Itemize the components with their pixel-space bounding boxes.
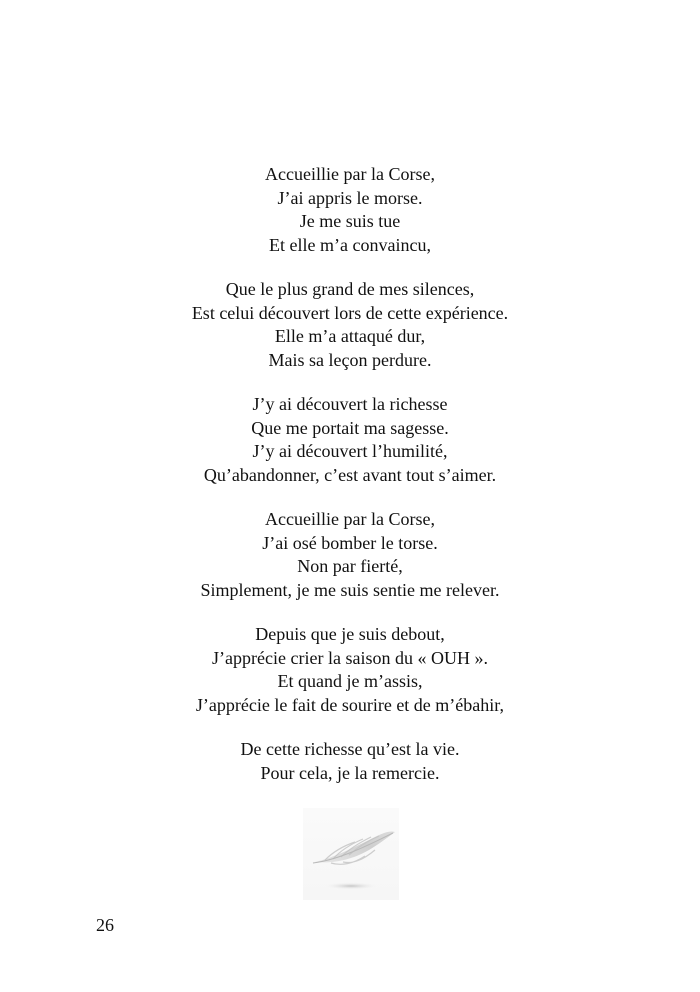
poem-line: J’apprécie le fait de sourire et de m’ébahir, (195, 694, 505, 715)
poem-line: Pour cela, je la remercie. (260, 762, 440, 783)
poem-line: Non par fierté, (297, 556, 403, 576)
stanza-1 (0, 163, 700, 257)
feather-ornament (303, 808, 399, 900)
poem-line: Que me portait ma sagesse. (251, 417, 449, 438)
stanza-6 (0, 738, 700, 785)
stanza-2 (0, 278, 700, 372)
stanza-5 (0, 623, 700, 717)
poem-line: Accueillie par la Corse, (265, 509, 435, 529)
poem-line: Et quand je m’assis, (277, 671, 423, 691)
poem-line: J’y ai découvert la richesse (252, 394, 448, 414)
poem-line: Simplement, je me suis sentie me relever. (200, 579, 500, 600)
poem-line: Je me suis tue (299, 211, 401, 231)
poem-line: Et elle m’a convaincu, (269, 234, 431, 255)
poem (0, 163, 700, 806)
poem-line: Accueillie par la Corse, (265, 164, 435, 184)
stanza-3 (0, 393, 700, 487)
poem-line: Est celui découvert lors de cette expérience. (191, 302, 509, 323)
poem-line: Qu’abandonner, c’est avant tout s’aimer. (203, 464, 497, 485)
stanza-4 (0, 508, 700, 602)
poem-line: J’y ai découvert l’humilité, (252, 441, 448, 461)
poem-line: Mais sa leçon perdure. (268, 349, 432, 370)
page-number: 26 (96, 915, 114, 935)
poem-line: Elle m’a attaqué dur, (274, 326, 426, 346)
poem-line: J’ai appris le morse. (277, 187, 423, 208)
poem-line: Depuis que je suis debout, (255, 624, 445, 644)
poem-line: J’apprécie crier la saison du « OUH ». (212, 647, 488, 668)
feather-icon (303, 808, 399, 900)
poem-line: De cette richesse qu’est la vie. (240, 739, 460, 759)
poem-line: J’ai osé bomber le torse. (262, 532, 438, 553)
poem-line: Que le plus grand de mes silences, (225, 279, 475, 299)
